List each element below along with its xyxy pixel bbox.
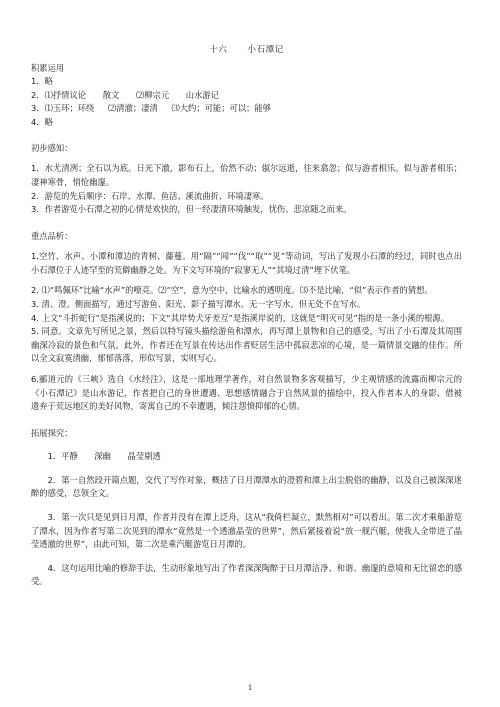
answer-paragraph: 2．第一自然段开篇点题，交代了写作对象，概括了日月潭潭水的澄碧和潭上出尘脱俗的幽静，以及自己被深深迷醉的感受，总领全文。 [31,474,462,499]
lesson-title: 小石潭记 [247,45,284,55]
answer-paragraph: 1．水尤清冽；全石以为底。日光下澈，影布石上，佁然不动；俶尔远逝，往来翕忽；似与游者相乐。似与游者相乐；凄神寒骨，悄怆幽邃。 [31,163,462,188]
answer-part: ⑵柳宗元 [135,89,170,100]
answer-paragraph: 1．平静 深幽 晶莹剔透 [47,451,161,462]
answer-paragraph: 3．第一次只是见到日月潭，作者并没有在潭上泛舟，这从“我倚栏凝立，默然相对”可以看出。第二次才乘船游览了潭水，因为作者写第二次见到的潭水“竟然是一个透澈晶莹的世界”，然后紧接着说“放一舰汽艇，使我人全带进了晶莹透澈的世界”，由此可知，第二次是乘汽艇游览日月潭的。 [31,511,462,550]
page-title [31,44,462,56]
answer-line [31,102,462,115]
section-heading-extension: 拓展探究： [31,427,73,438]
answer-paragraph: 3．作者游览小石潭之初的心情是欢快的，但一经凄清环境触发，忧伤、悲凉随之而来。 [31,204,352,215]
answer-paragraph: 5. 同意。文章先写所见之景，然后以特写镜头描绘游鱼和潭水，再写潭上景物和自己的感受，写出了小石潭及其周围幽深冷寂的景色和气氛。此外，作者还在写景在传达出作者贬居生活中孤寂悲凉的心境，是一篇情景交融的佳作。所以全文寂寞清幽，郁郁落落，形似写景，实则写心。 [31,326,462,364]
answer-paragraph: 2．游览的先后顺序：石岸、水潭、鱼活、溪流曲折、环境凄寒。 [31,190,269,201]
answer-paragraph: 2. ⑴“鸣佩环”比喻“水声”的嘹亮。⑵“空”，意为空中，比喻水的透明度。⑶不是比喻，“似”表示作者的猜想。 [31,285,433,296]
answer-part: 3．⑴玉环；环绕 [31,103,95,114]
section-heading-initial-perception: 初步感知： [31,143,73,154]
answer-line: 4．略 [31,116,53,127]
lesson-number: 十六 [209,45,228,55]
answer-paragraph: 1.空竹、水声、小潭和潭边的青树、藤蔓。用“隔”“闻”“伐”“取”“见”等动词，写出了发现小石潭的经过，同时也点出小石潭位于人迹罕至的荒僻幽静之处。为下文写环境的“寂寥无人”“其境过清”埋下伏笔。 [31,251,462,275]
answer-paragraph: 4．这句运用比喻的修辞手法，生动形象地写出了作者深深陶醉于日月潭洁净、和谐、幽邃的意境和无比留恋的感受。 [31,562,462,587]
page-number: 1 [248,683,252,692]
answer-part: ⑵清澈；凄清 [108,103,158,114]
answer-part: 山水游记 [185,89,219,100]
section-heading-key-analysis: 重点品析： [31,230,73,241]
answer-part: 散文 [102,89,120,100]
answer-line: 1．略 [31,76,53,87]
answer-paragraph: 4. 上文“斗折蛇行”是指溪说的；下文“其岸势犬牙差互”是指溪岸说的，这就是“明灭可见”指的是一条小溪的根源。 [31,312,450,323]
answer-paragraph: 6.郦道元的《三峡》选自《水经注》，这是一部地理学著作，对自然景物多客观描写，少主观情感的流露而柳宗元的《小石潭记》是山水游记，作者把自己的身世遭遇、思想感情融合于自然风景的描绘中，投入作者本人的身影、借被遗弃于荒远地区的美好风物，寄寓自己的不幸遭遇，倾注怨愤抑郁的心情。 [31,373,462,412]
answer-part: ⑶大约；可能；可以；能够 [171,103,272,114]
answer-line [31,89,462,102]
answer-part: 2．⑴抒情议论 [31,89,87,100]
section-heading-accumulation: 积累运用 [31,63,65,73]
answer-paragraph: 3. 清、澄。侧面描写，通过写游鱼、阳光、影子描写潭水。无一字写水，但无处不在写水。 [31,299,366,309]
